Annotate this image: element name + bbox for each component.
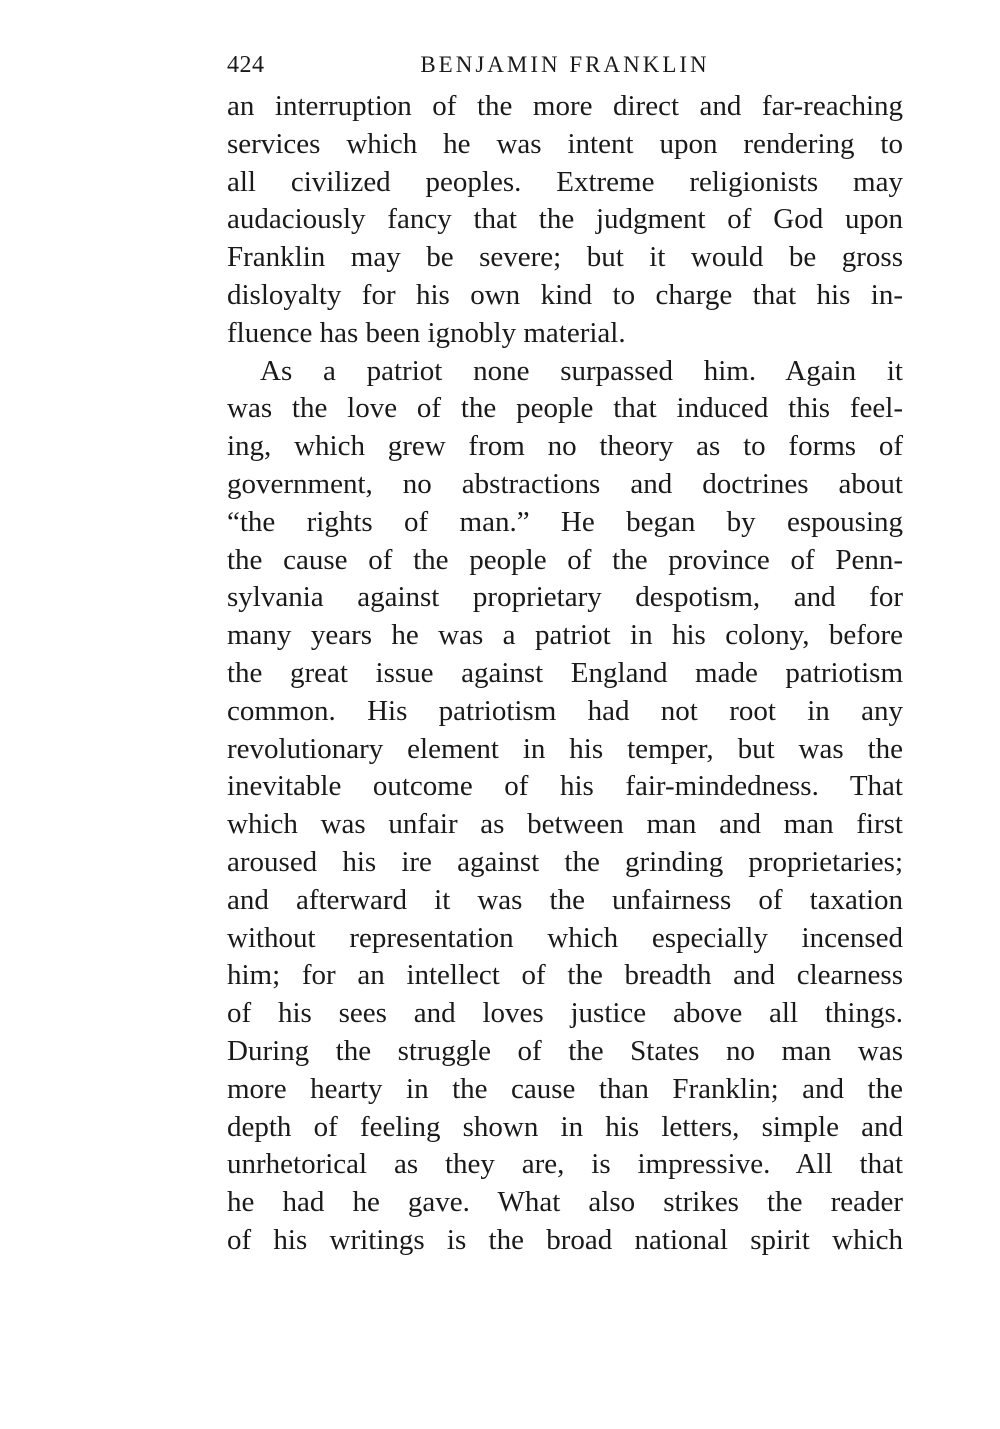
text-line: depth of feeling shown in his letters, simple and — [227, 1110, 903, 1143]
text-line: disloyalty for his own kind to charge that his in- — [227, 278, 903, 311]
text-line: he had he gave. What also strikes the reader — [227, 1186, 903, 1219]
text-line: the great issue against England made patriotism — [227, 656, 903, 689]
text-line: “the rights of man.” He began by espousing — [227, 505, 903, 538]
book-page — [227, 52, 903, 1260]
text-line: all civilized peoples. Extreme religionists may — [227, 165, 903, 198]
text-line: and afterward it was the unfairness of taxation — [227, 883, 903, 916]
text-line: services which he was intent upon rendering to — [227, 127, 903, 160]
text-line: common. His patriotism had not root in any — [227, 694, 903, 727]
text-line: of his sees and loves justice above all things. — [227, 997, 903, 1030]
text-line: inevitable outcome of his fair-mindedness. That — [227, 770, 903, 803]
text-line: the cause of the people of the province of Penn- — [227, 543, 903, 576]
paragraph-1 — [227, 88, 903, 353]
text-line: was the love of the people that induced this feel- — [227, 392, 903, 425]
text-line: unrhetorical as they are, is impressive. All that — [227, 1148, 903, 1181]
text-line: fluence has been ignobly material. — [227, 316, 626, 349]
text-line: sylvania against proprietary despotism, and for — [227, 581, 903, 614]
text-line: ing, which grew from no theory as to forms of — [227, 430, 903, 463]
text-line: of his writings is the broad national spirit which — [227, 1223, 903, 1256]
text-line: which was unfair as between man and man first — [227, 808, 903, 841]
text-line: Franklin may be severe; but it would be gross — [227, 241, 903, 274]
text-line: government, no abstractions and doctrines about — [227, 467, 903, 500]
running-head — [227, 52, 903, 88]
text-line: more hearty in the cause than Franklin; and the — [227, 1072, 903, 1105]
text-line: him; for an intellect of the breadth and clearness — [227, 959, 903, 992]
text-line: without representation which especially incensed — [227, 921, 903, 954]
text-line: aroused his ire against the grinding proprietaries; — [227, 845, 903, 878]
page-number: 424 — [227, 52, 265, 78]
text-line: revolutionary element in his temper, but was the — [227, 732, 903, 765]
text-line: an interruption of the more direct and far-reaching — [227, 90, 903, 122]
running-title: BENJAMIN FRANKLIN — [420, 52, 710, 77]
paragraph-2 — [227, 353, 903, 1260]
text-line: many years he was a patriot in his colony, before — [227, 619, 903, 652]
body-text — [227, 88, 903, 1260]
text-line: As a patriot none surpassed him. Again it — [260, 354, 903, 387]
text-line: audaciously fancy that the judgment of God upon — [227, 203, 903, 236]
text-line: During the struggle of the States no man was — [227, 1034, 903, 1067]
